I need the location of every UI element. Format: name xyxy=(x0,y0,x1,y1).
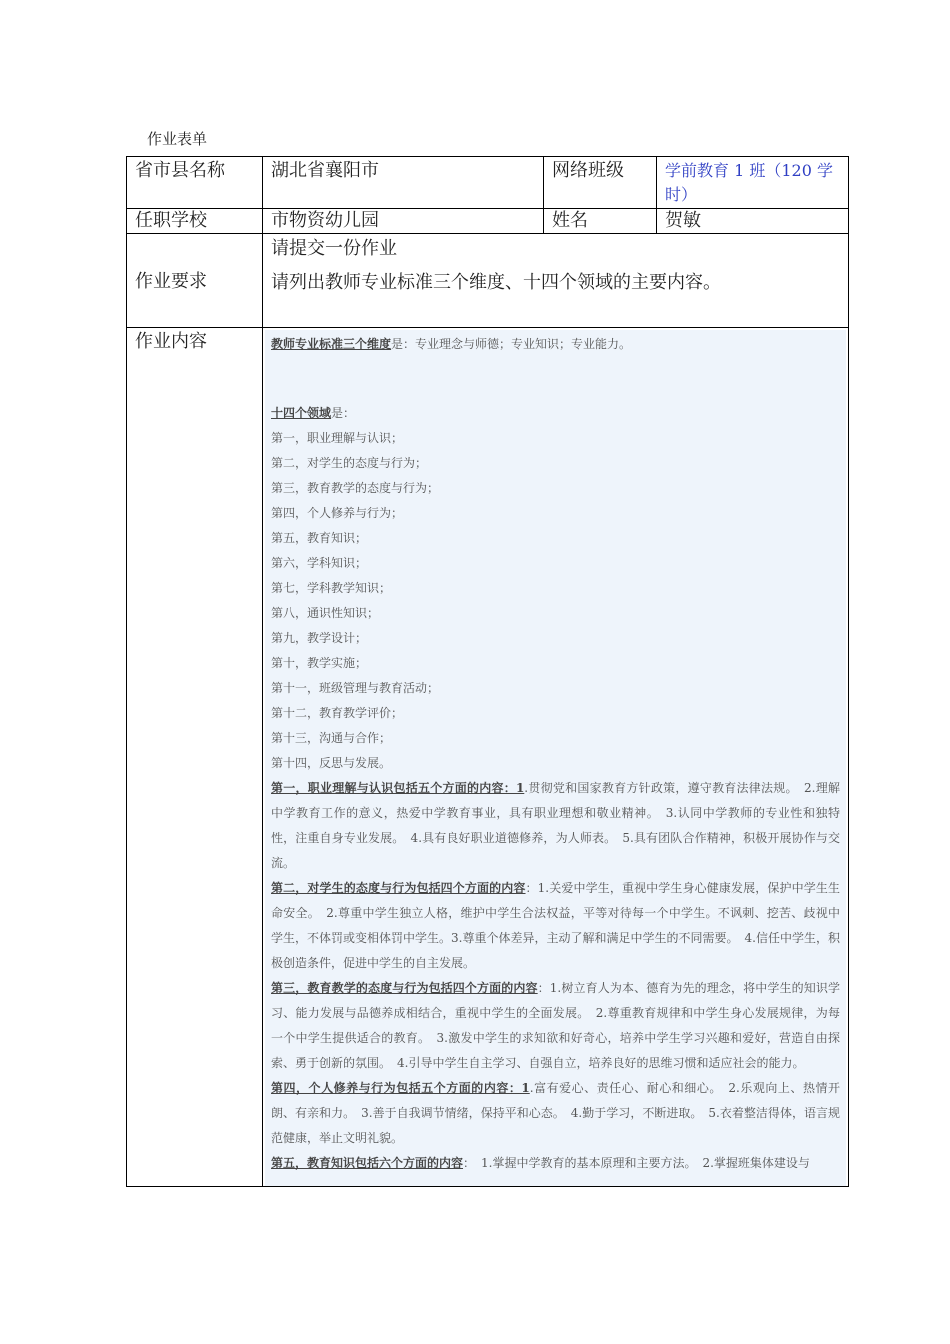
domains-suffix: 是： xyxy=(331,406,356,420)
detail-paragraph xyxy=(271,976,840,1076)
content-body xyxy=(265,330,846,1186)
spacer xyxy=(271,357,840,401)
row-school xyxy=(127,209,849,234)
domain-item: 第六，学科知识； xyxy=(271,556,368,570)
region-value: 湖北省襄阳市 xyxy=(263,157,544,209)
domain-item: 第七，学科教学知识； xyxy=(271,581,392,595)
domain-item: 第十三，沟通与合作； xyxy=(271,731,392,745)
domain-item: 第十四，反思与发展。 xyxy=(271,756,392,770)
domain-item: 第五，教育知识； xyxy=(271,531,368,545)
detail-heading: 第三，教育教学的态度与行为包括四个方面的内容 xyxy=(271,981,538,995)
region-label: 省市县名称 xyxy=(127,157,263,209)
requirement-line-1: 请提交一份作业 xyxy=(271,238,397,259)
name-value: 贺敏 xyxy=(657,209,849,234)
dimensions-text: 是：专业理念与师德；专业知识；专业能力。 xyxy=(391,337,632,351)
detail-text: .贯彻党和国家教育方针政策，遵守教育法律法规。 2.理解中学教育工作的意义，热爱中学教育事业，具有职业理想和敬业精神。 3.认同中学教师的专业性和独特性，注重自身专业发展。 4.具有良好职业道德修养，为人师表。 5.具有团队合作精神，积极开展协作与交流。 xyxy=(271,781,840,870)
content-label: 作业内容 xyxy=(127,328,263,1187)
detail-paragraph xyxy=(271,1151,840,1176)
domain-item: 第三，教育教学的态度与行为； xyxy=(271,481,440,495)
detail-heading: 第一，职业理解与认识包括五个方面的内容：1 xyxy=(271,781,525,795)
detail-paragraph xyxy=(271,876,840,976)
dimensions-heading: 教师专业标准三个维度 xyxy=(271,337,392,351)
content-cell xyxy=(263,328,849,1187)
detail-paragraph xyxy=(271,1076,840,1151)
domain-item: 第九，教学设计； xyxy=(271,631,368,645)
class-label: 网络班级 xyxy=(544,157,657,209)
requirement-line-2: 请列出教师专业标准三个维度、十四个领域的主要内容。 xyxy=(271,272,721,293)
detail-text: ： 1.掌握中学教育的基本原理和主要方法。 2.掌握班集体建设与 xyxy=(463,1156,810,1170)
domain-item: 第十，教学实施； xyxy=(271,656,368,670)
detail-text: ：1.关爱中学生，重视中学生身心健康发展，保护中学生生命安全。 2.尊重中学生独立人格，维护中学生合法权益，平等对待每一个中学生。不讽刺、挖苦、歧视中学生，不体罚或变相体罚中学生。3.尊重个体差异，主动了解和满足中学生的不同需要。 4.信任中学生，积极创造条件，促进中学生的自主发展。 xyxy=(271,881,840,970)
requirement-cell xyxy=(263,234,849,328)
domain-item: 第八，通识性知识； xyxy=(271,606,380,620)
domain-item: 第十二，教育教学评价； xyxy=(271,706,404,720)
domain-item: 第四，个人修养与行为； xyxy=(271,506,404,520)
assignment-form-table xyxy=(126,156,849,1187)
domain-item: 第二，对学生的态度与行为； xyxy=(271,456,428,470)
domains-line xyxy=(271,401,840,426)
domain-item: 第十一，班级管理与教育活动； xyxy=(271,681,440,695)
name-label: 姓名 xyxy=(544,209,657,234)
domain-item: 第一，职业理解与认识； xyxy=(271,431,404,445)
domains-list xyxy=(271,426,840,776)
detail-paragraph xyxy=(271,776,840,876)
document-title: 作业表单 xyxy=(147,130,208,148)
detail-text: .富有爱心、责任心、耐心和细心。 2.乐观向上、热情开朗、有亲和力。 3.善于自我调节情绪，保持平和心态。 4.勤于学习，不断进取。 5.衣着整洁得体，语言规范健康，举止文明礼貌。 xyxy=(271,1081,840,1145)
detail-text: ：1.树立育人为本、德育为先的理念，将中学生的知识学习、能力发展与品德养成相结合，重视中学生的全面发展。 2.尊重教育规律和中学生身心发展规律，为每一个中学生提供适合的教育。 3.激发中学生的求知欲和好奇心，培养中学生学习兴趣和爱好，营造自由探索、勇于创新的氛围。 4.引导中学生自主学习、自强自立，培养良好的思维习惯和适应社会的能力。 xyxy=(271,981,840,1070)
row-requirement xyxy=(127,234,849,328)
requirement-label: 作业要求 xyxy=(127,234,263,328)
detail-heading: 第二，对学生的态度与行为包括四个方面的内容 xyxy=(271,881,526,895)
school-label: 任职学校 xyxy=(127,209,263,234)
row-content xyxy=(127,328,849,1187)
class-value: 学前教育 1 班（120 学时） xyxy=(657,157,849,209)
school-value: 市物资幼儿园 xyxy=(263,209,544,234)
row-region xyxy=(127,157,849,209)
detail-heading: 第五，教育知识包括六个方面的内容 xyxy=(271,1156,464,1170)
detail-heading: 第四，个人修养与行为包括五个方面的内容：1 xyxy=(271,1081,530,1095)
dimensions-line xyxy=(271,332,840,357)
domains-heading: 十四个领域 xyxy=(271,406,332,420)
